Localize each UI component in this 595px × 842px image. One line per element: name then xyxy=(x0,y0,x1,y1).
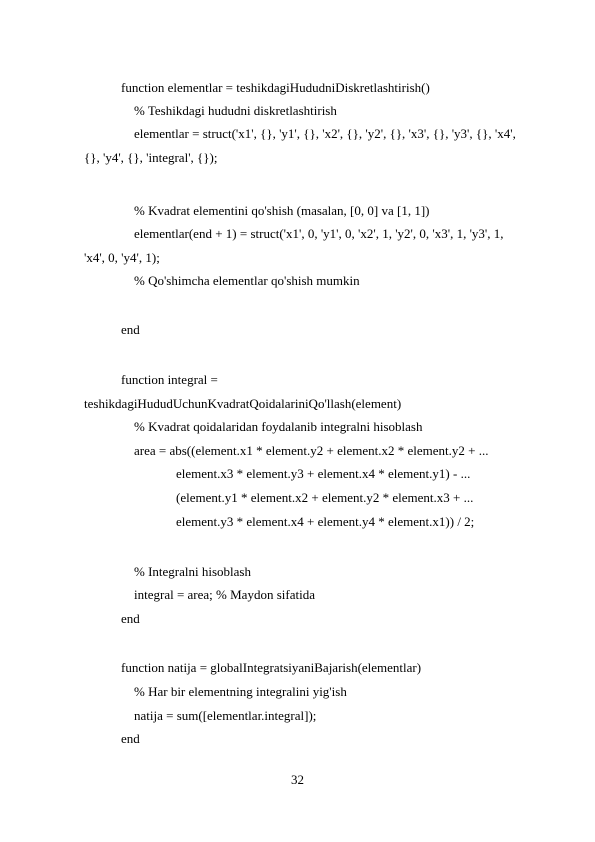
code-line-area-formula-cont: (element.y1 * element.x2 + element.y2 * element.x3 + ... xyxy=(176,490,474,505)
code-line-struct-append-cont: 'x4', 0, 'y4', 1); xyxy=(84,250,160,265)
code-line-end: end xyxy=(121,611,140,626)
code-line-struct-append: elementlar(end + 1) = struct('x1', 0, 'y1', 0, 'x2', 1, 'y2', 0, 'x3', 1, 'y3', 1, xyxy=(134,226,504,241)
code-line-function-signature: function elementlar = teshikdagiHududniDiskretlashtirish() xyxy=(121,80,430,95)
code-line-area-formula-cont: element.y3 * element.x4 + element.y4 * element.x1)) / 2; xyxy=(176,514,475,529)
code-line-function-signature: function integral = xyxy=(121,372,218,387)
code-line-struct-init: elementlar = struct('x1', {}, 'y1', {}, 'x2', {}, 'y2', {}, 'x3', {}, 'y3', {}, 'x4', xyxy=(134,126,516,141)
code-line-integral-assign: integral = area; % Maydon sifatida xyxy=(134,587,315,602)
code-line-area-formula-cont: element.x3 * element.y3 + element.x4 * element.y1) - ... xyxy=(176,466,471,481)
code-line-comment: % Qo'shimcha elementlar qo'shish mumkin xyxy=(134,273,360,288)
code-line-function-name-cont: teshikdagiHududUchunKvadratQoidalariniQo'llash(element) xyxy=(84,396,402,411)
code-line-comment: % Teshikdagi hududni diskretlashtirish xyxy=(134,103,337,118)
code-line-comment: % Kvadrat elementini qo'shish (masalan, [0, 0] va [1, 1]) xyxy=(134,203,430,218)
code-line-sum-assign: natija = sum([elementlar.integral]); xyxy=(134,708,317,723)
page-number: 32 xyxy=(291,772,304,787)
code-line-end: end xyxy=(121,731,140,746)
code-line-struct-init-cont: {}, 'y4', {}, 'integral', {}); xyxy=(84,150,218,165)
code-line-end: end xyxy=(121,322,140,337)
code-line-comment: % Kvadrat qoidalaridan foydalanib integralni hisoblash xyxy=(134,419,423,434)
code-line-comment: % Har bir elementning integralini yig'ish xyxy=(134,684,347,699)
code-line-area-formula: area = abs((element.x1 * element.y2 + element.x2 * element.y2 + ... xyxy=(134,443,489,458)
code-line-function-signature: function natija = globalIntegratsiyaniBajarish(elementlar) xyxy=(121,660,422,675)
code-line-comment: % Integralni hisoblash xyxy=(134,564,251,579)
